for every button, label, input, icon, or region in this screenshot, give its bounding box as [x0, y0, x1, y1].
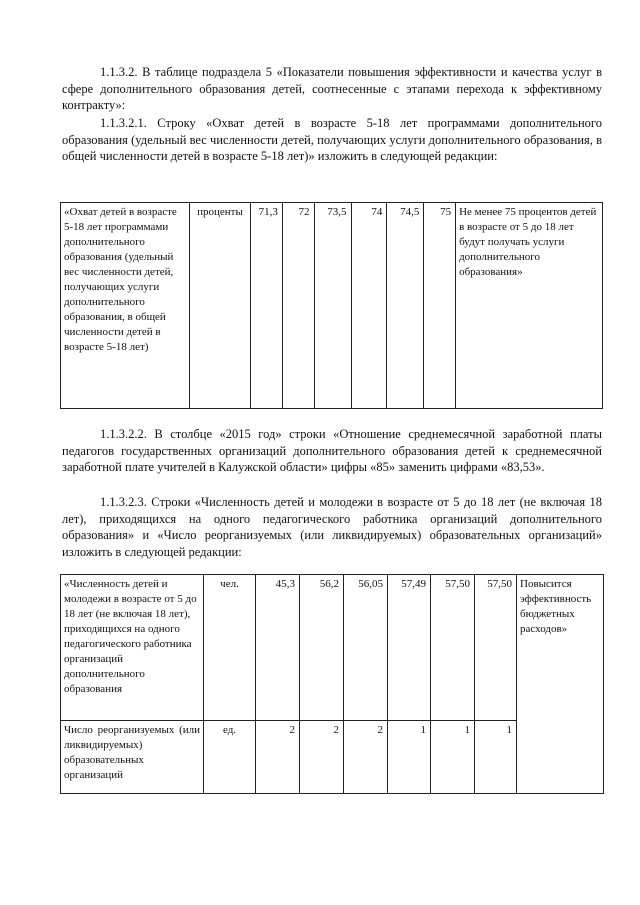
- table-1-row: [61, 203, 603, 409]
- table-1-value: 73,5: [314, 203, 351, 409]
- table-2-row-1-value: 57,50: [475, 575, 517, 721]
- table-2-row-1-unit: чел.: [204, 575, 256, 721]
- table-2-row-2-value: 2: [344, 721, 388, 794]
- table-2-row-2-value: 1: [431, 721, 475, 794]
- table-2-row-1-value: 57,50: [431, 575, 475, 721]
- paragraph-2-text: 1.1.3.2.1. Строку «Охват детей в возрасте 5-18 лет программами дополнительного образования (удельный вес численности детей, получающих услуги дополнительного образования, в общей численности детей в возрасте 5-18 лет)» изложить в следующей редакции:: [62, 116, 602, 164]
- table-2: [60, 574, 604, 794]
- table-1-unit: проценты: [189, 203, 250, 409]
- table-2-row-1: [61, 575, 604, 721]
- table-1-value: 72: [282, 203, 314, 409]
- table-2-row-1-indicator: «Численность детей и молодежи в возрасте от 5 до 18 лет (не включая 18 лет), приходящихся на одного педагогического работника организаций дополнительного образования: [61, 575, 204, 721]
- paragraph-2: [62, 115, 602, 165]
- paragraph-3: [62, 426, 602, 476]
- table-2-row-1-value: 56,2: [300, 575, 344, 721]
- table-2-row-2-value: 1: [388, 721, 431, 794]
- paragraph-4: [62, 494, 602, 561]
- table-1-value: 74,5: [387, 203, 424, 409]
- paragraph-1: [62, 64, 602, 114]
- table-2-row-2-value: 2: [256, 721, 300, 794]
- table-1-value: 75: [424, 203, 456, 409]
- table-2-row-1-value: 45,3: [256, 575, 300, 721]
- table-2-row-2-unit: ед.: [204, 721, 256, 794]
- table-1-indicator: «Охват детей в возрасте 5-18 лет программами дополнительного образования (удельный вес численности детей, получающих услуги дополнительного образования, в общей численности детей в возрасте 5-18 лет): [61, 203, 190, 409]
- table-1-value: 74: [351, 203, 387, 409]
- table-2-row-2-indicator: Число реорганизуемых (или ликвидируемых) образовательных организаций: [61, 721, 204, 794]
- table-2-row-2-value: 1: [475, 721, 517, 794]
- table-2-row-2-value: 2: [300, 721, 344, 794]
- table-1-value: 71,3: [251, 203, 283, 409]
- table-2-result: Повысится эффективность бюджетных расходов»: [517, 575, 604, 794]
- paragraph-1-text: 1.1.3.2. В таблице подраздела 5 «Показатели повышения эффективности и качества услуг в сфере дополнительного образования детей, соотнесенные с этапами перехода к эффективному контракту»:: [62, 65, 602, 113]
- paragraph-4-text: 1.1.3.2.3. Строки «Численность детей и молодежи в возрасте от 5 до 18 лет (не включая 18 лет), приходящихся на одного педагогического работника организаций дополнительного образования» и «Число реорганизуемых (или ликвидируемых) образовательных организаций» изложить в следующей редакции:: [62, 495, 602, 559]
- table-2-row-1-value: 56,05: [344, 575, 388, 721]
- paragraph-3-text: 1.1.3.2.2. В столбце «2015 год» строки «Отношение среднемесячной заработной платы педагогов государственных организаций дополнительного образования детей к среднемесячной заработной плате учителей в Калужской области» цифры «85» заменить цифрами «83,53».: [62, 427, 602, 475]
- table-1: [60, 202, 603, 409]
- table-1-result: Не менее 75 процентов детей в возрасте от 5 до 18 лет будут получать услуги дополнительного образования»: [456, 203, 603, 409]
- table-2-row-1-value: 57,49: [388, 575, 431, 721]
